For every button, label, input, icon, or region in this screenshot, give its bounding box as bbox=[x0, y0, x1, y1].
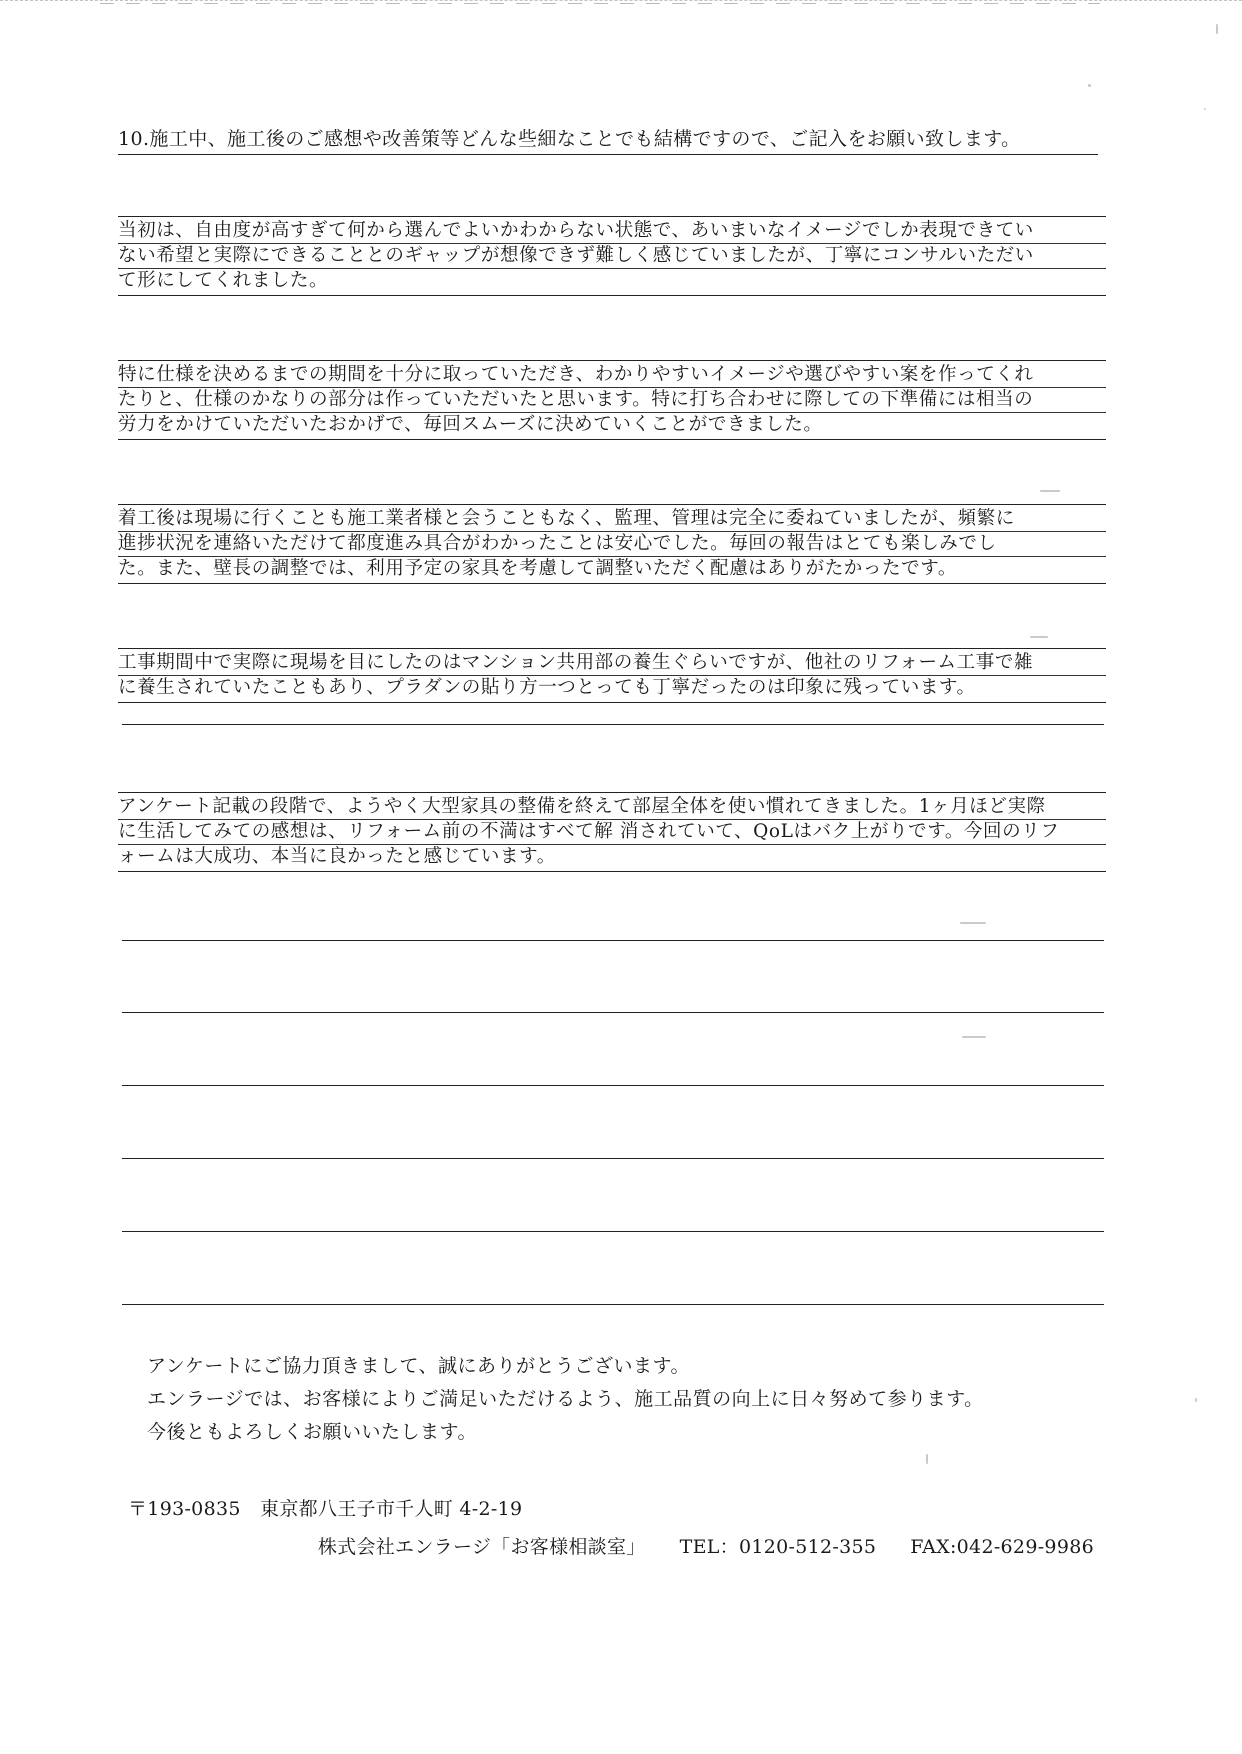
closing-line: アンケートにご協力頂きまして、誠にありがとうございます。 bbox=[147, 1355, 690, 1377]
tel-number: TEL：0120-512-355 bbox=[679, 1536, 877, 1558]
blank-rule bbox=[122, 1158, 1104, 1159]
blank-rule bbox=[122, 1012, 1104, 1013]
blank-rule bbox=[122, 1304, 1104, 1305]
company-contact bbox=[318, 1532, 1094, 1559]
closing-line: 今後ともよろしくお願いいたします。 bbox=[147, 1421, 477, 1443]
answer-line: アンケート記載の段階で、ようやく大型家具の整備を終えて部屋全体を使い慣れてきました。1ヶ月ほど実際 bbox=[118, 795, 1106, 820]
scan-speck bbox=[1030, 636, 1048, 638]
answer-block-1 bbox=[118, 216, 1106, 296]
scan-speck bbox=[1195, 1398, 1197, 1402]
scan-edge bbox=[0, 0, 1242, 9]
scan-edge-marks bbox=[100, 3, 1100, 4]
answer-block-4 bbox=[118, 648, 1106, 703]
answer-line: ォームは大成功、本当に良かったと感じています。 bbox=[118, 846, 556, 867]
blank-rule bbox=[122, 1085, 1104, 1086]
company-name: 株式会社エンラージ「お客様相談室」 bbox=[317, 1536, 646, 1558]
answer-line: 特に仕様を決めるまでの期間を十分に取っていただき、わかりやすいイメージや選びやすい案を作ってくれ bbox=[118, 363, 1106, 388]
scan-speck bbox=[1216, 24, 1218, 34]
answer-line: に生活してみての感想は、リフォーム前の不満はすべて解 消されていて、QoLはバク上がりです。今回のリフ bbox=[118, 820, 1106, 845]
closing-message bbox=[147, 1350, 984, 1449]
closing-line: エンラージでは、お客様によりご満足いただけるよう、施工品質の向上に日々努めて参ります。 bbox=[147, 1388, 984, 1410]
answer-line: に養生されていたこともあり、プラダンの貼り方一つとっても丁寧だったのは印象に残っています。 bbox=[118, 677, 976, 698]
answer-block-5 bbox=[118, 792, 1106, 872]
answer-line: 工事期間中で実際に現場を目にしたのはマンション共用部の養生ぐらいですが、他社のリフォーム工事で雑 bbox=[118, 651, 1106, 676]
blank-rule bbox=[122, 940, 1104, 941]
answer-line: 当初は、自由度が高すぎて何から選んでよいかわからない状態で、あいまいなイメージでしか表現できてい bbox=[118, 219, 1106, 244]
answer-rule bbox=[122, 724, 1104, 725]
scan-speck bbox=[926, 1454, 928, 1464]
scan-speck bbox=[960, 922, 986, 924]
answer-line: 進捗状況を連絡いただけて都度進み具合がわかったことは安心でした。毎回の報告はとても楽しみでし bbox=[118, 532, 1106, 557]
answer-line: て形にしてくれました。 bbox=[118, 270, 329, 291]
company-address: 〒193-0835 東京都八王子市千人町 4-2-19 bbox=[128, 1498, 523, 1520]
scan-speck bbox=[1088, 84, 1091, 87]
fax-number: FAX:042-629-9986 bbox=[910, 1536, 1094, 1558]
answer-line: たりと、仕様のかなりの部分は作っていただいたと思います。特に打ち合わせに際しての下準備には相当の bbox=[118, 388, 1106, 413]
answer-line: 労力をかけていただいたおかげで、毎回スムーズに決めていくことができました。 bbox=[118, 414, 823, 435]
answer-line: 着工後は現場に行くことも施工業者様と会うこともなく、監理、管理は完全に委ねていましたが、頻繁に bbox=[118, 507, 1106, 532]
scan-speck bbox=[1204, 108, 1206, 110]
scan-speck bbox=[962, 1036, 986, 1038]
answer-block-3 bbox=[118, 504, 1106, 584]
answer-line: た。また、壁長の調整では、利用予定の家具を考慮して調整いただく配慮はありがたかったです。 bbox=[118, 558, 957, 579]
blank-rule bbox=[122, 1231, 1104, 1232]
scan-speck bbox=[1040, 490, 1060, 492]
answer-line: ない希望と実際にできることとのギャップが想像できず難しく感じていましたが、丁寧にコンサルいただい bbox=[118, 244, 1106, 269]
question-heading: 10.施工中、施工後のご感想や改善策等どんな些細なことでも結構ですので、ご記入をお願い致します。 bbox=[118, 124, 1098, 155]
answer-block-2 bbox=[118, 360, 1106, 440]
